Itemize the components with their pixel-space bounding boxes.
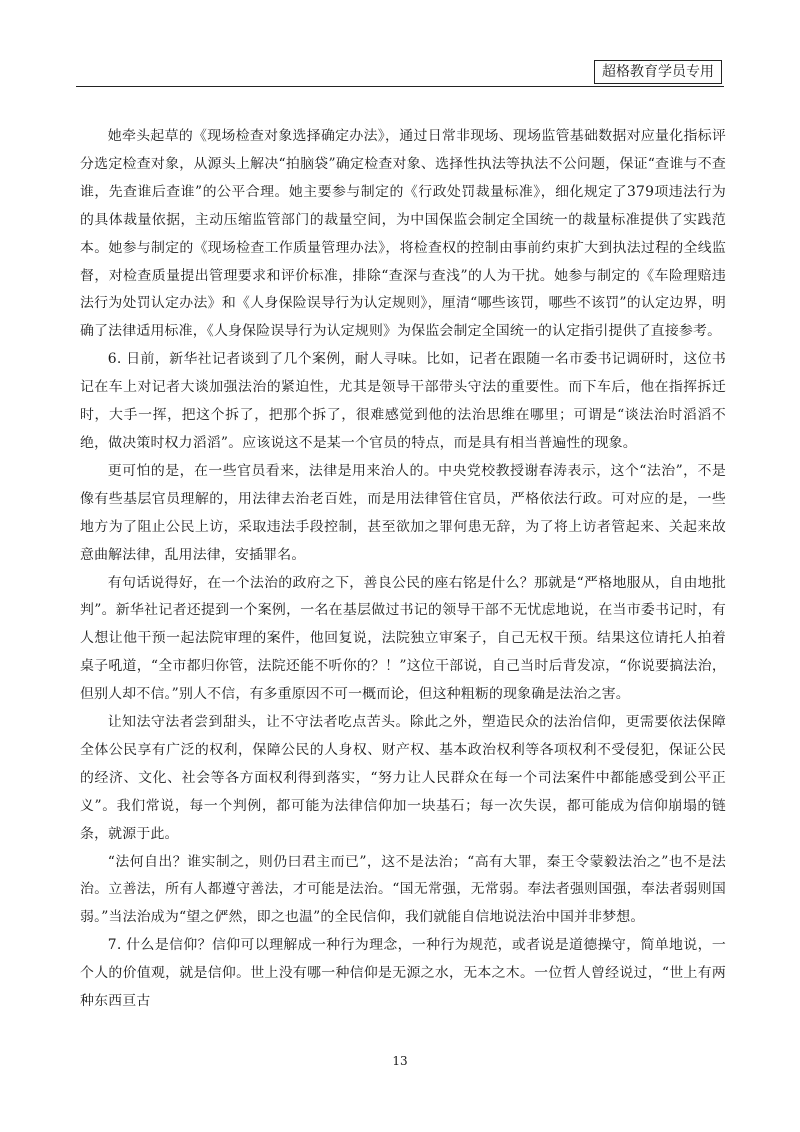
paragraph: 让知法守法者尝到甜头，让不守法者吃点苦头。除此之外，塑造民众的法治信仰，更需要依法保障全体公民享有广泛的权利，保障公民的人身权、财产权、基本政治权利等各项权利不受侵犯，保证公民的经济、文化、社会等各方面权利得到落实，“努力让人民群众在每一个司法案件中都能感受到公平正义”。我们常说，每一个判例，都可能为法律信仰加一块基石；每一次失误，都可能成为信仰崩塌的链条，就源于此。 — [80, 714, 726, 842]
paragraph: 有句话说得好，在一个法治的政府之下，善良公民的座右铭是什么？那就是“严格地服从，自由地批判”。新华社记者还提到一个案例，一名在基层做过书记的领导干部不无忧虑地说，在当市委书记时，有人想让他干预一起法院审理的案件，他回复说，法院独立审案子，自己无权干预。结果这位请托人拍着桌子吼道，“全市都归你管，法院还能不听你的？！”这位干部说，自己当时后背发凉，“你说要搞法治，但别人却不信。”别人不信，有多重原因不可一概而论，但这种粗粝的现象确是法治之害。 — [80, 574, 726, 703]
page-number: 13 — [392, 1054, 408, 1068]
paragraph: 更可怕的是，在一些官员看来，法律是用来治人的。中央党校教授谢春涛表示，这个“法治”，不是像有些基层官员理解的，用法律去治老百姓，而是用法律管住官员，严格依法行政。可对应的是，一些地方为了阻止公民上访，采取违法手段控制，甚至欲加之罪何患无辞，为了将上访者管起来、关起来故意曲解法律，乱用法律，安插罪名。 — [80, 462, 726, 563]
paragraph: 6. 日前，新华社记者谈到了几个案例，耐人寻味。比如，记者在跟随一名市委书记调研时，这位书记在车上对记者大谈加强法治的紧迫性，尤其是领导干部带头守法的重要性。而下车后，他在指挥拆迁时，大手一挥，把这个拆了，把那个拆了，很难感觉到他的法治思维在哪里；可谓是“谈法治时滔滔不绝，做决策时权力滔滔”。应该说这不是某一个官员的特点，而是具有相当普遍性的现象。 — [80, 351, 726, 451]
paragraph: 7. 什么是信仰？信仰可以理解成一种行为理念，一种行为规范，或者说是道德操守，简单地说，一个人的价值观，就是信仰。世上没有哪一种信仰是无源之水，无本之木。一位哲人曾经说过，“世上有两种东西亘古 — [80, 937, 726, 1010]
header-divider — [76, 86, 724, 87]
header-label: 超格教育学员专用 — [594, 60, 722, 84]
paragraph: 她牵头起草的《现场检查对象选择确定办法》，通过日常非现场、现场监管基础数据对应量化指标评分选定检查对象，从源头上解决“拍脑袋”确定检查对象、选择性执法等执法不公问题，保证“查谁与不查谁，先查谁后查谁”的公平合理。她主要参与制定的《行政处罚裁量标准》，细化规定了379项违法行为的具体裁量依据，主动压缩监管部门的裁量空间，为中国保监会制定全国统一的裁量标准提供了实践范本。她参与制定的《现场检查工作质量管理办法》，将检查权的控制由事前约束扩大到执法过程的全线监督，对检查质量提出管理要求和评价标准，排除“查深与查浅”的人为干扰。她参与制定的《车险理赔违法行为处罚认定办法》和《人身保险误导行为认定规则》，厘清“哪些该罚，哪些不该罚”的认定边界，明确了法律适用标准，《人身保险误导行为认定规则》为保监会制定全国统一的认定指引提供了直接参考。 — [80, 128, 726, 340]
document-body — [80, 123, 726, 1016]
paragraph: “法何自出？谁实制之，则仍曰君主而已”，这不是法治；“高有大罪，秦王令蒙毅法治之”也不是法治。立善法，所有人都遵守善法，才可能是法治。“国无常强，无常弱。奉法者强则国强，奉法者弱则国弱。”当法治成为“望之俨然，即之也温”的全民信仰，我们就能自信地说法治中国并非梦想。 — [80, 853, 726, 926]
